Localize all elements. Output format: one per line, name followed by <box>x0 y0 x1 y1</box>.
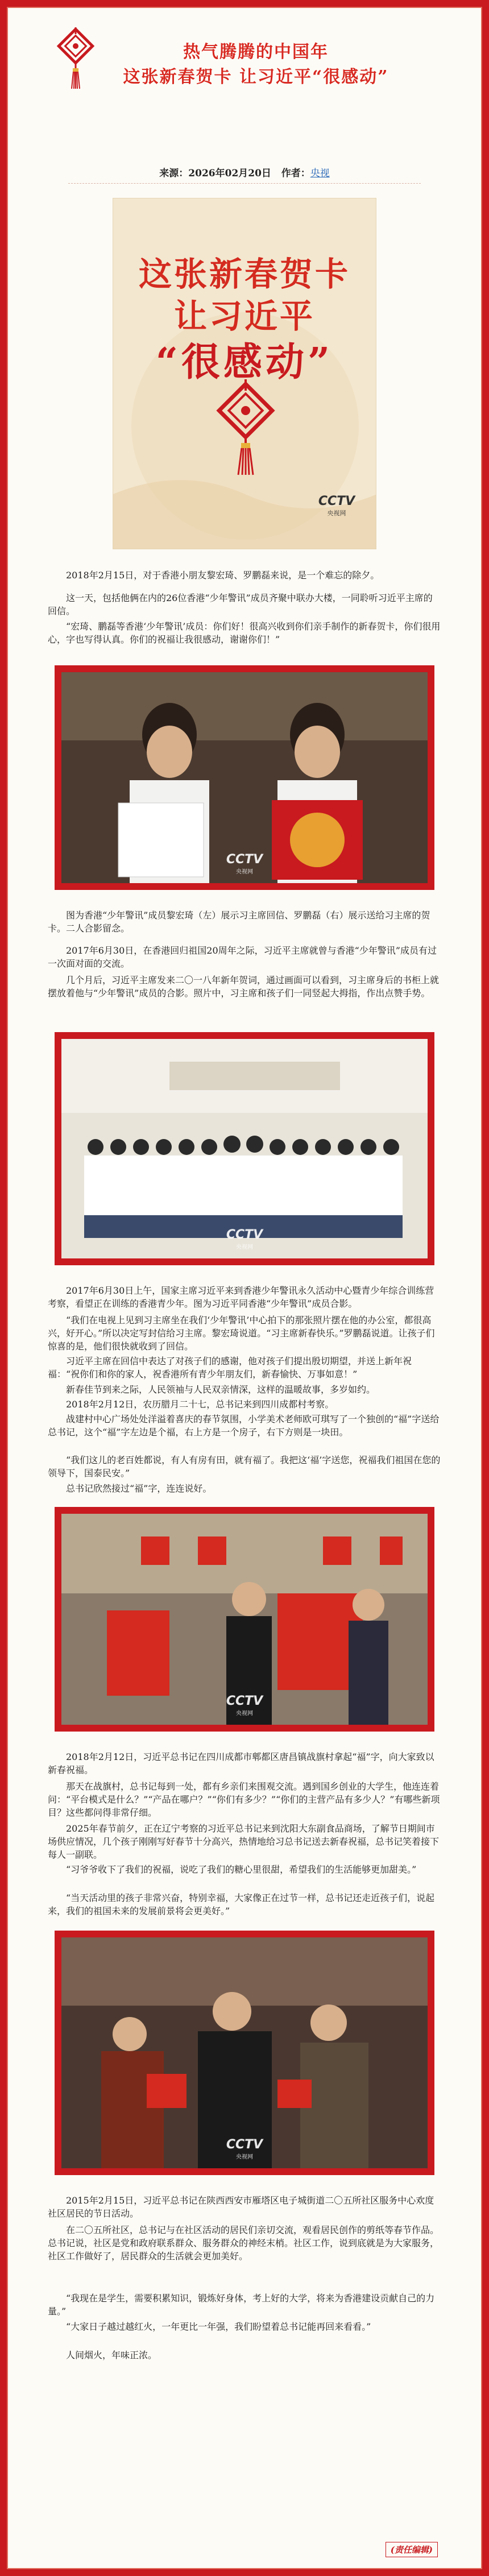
paragraph: 在二〇五所社区，总书记与在社区活动的居民们亲切交流，观看居民创作的剪纸等春节作品。总书记说，社区是党和政府联系群众、服务群众的神经末梢。社区工作，说到底就是为大家服务，社区工作做好了，居民群众的生活就会更加美好。 <box>48 2225 440 2262</box>
photo-frame <box>55 1032 434 1265</box>
watermark-sub: 央视网 <box>235 1711 253 1717</box>
photo-group-with-students <box>61 1039 428 1258</box>
paragraph: “宏琦、鹏磊等香港‘少年警讯’成员：你们好！很高兴收到你们亲手制作的新春贺卡，你们很用心，字也写得认真。你们的祝福让我很感动，谢谢你们！” <box>48 621 441 645</box>
paragraph: 2018年2月12日，习近平总书记在四川成都市郫都区唐昌镇战旗村拿起“福”字，向大家致以新春祝福。 <box>48 1751 434 1775</box>
cctv-logo-sub: 央视网 <box>327 510 346 517</box>
paragraph: 人间烟火，年味正浓。 <box>66 2350 158 2360</box>
photo-caption: 2017年6月30日上午，国家主席习近平来到香港少年警讯永久活动中心暨青少年综合训练营考察，看望正在训练的香港青少年。图为习近平同香港“少年警讯”成员合影。 <box>48 1285 434 1309</box>
paragraph: 战建村中心广场处处洋溢着喜庆的春节氛围，小学美术老师欧可琪写了一个独创的“福”字送给总书记，这个“福”字左边是个福，右上方是一个房子，右下方则是一块田。 <box>48 1414 440 1438</box>
paragraph: “我们这儿的老百姓都说，有人有房有田，就有福了。我把这‘福’字送您，祝福我们祖国在您的领导下，国泰民安。” <box>48 1455 441 1478</box>
cctv-watermark <box>226 1228 263 1250</box>
header-title <box>108 40 404 90</box>
meta-divider <box>68 183 421 184</box>
paragraph: 新春佳节到来之际，人民领袖与人民双亲情深，这样的温暖故事，多岁如约。 <box>66 1384 376 1395</box>
article-meta <box>0 165 489 179</box>
paragraph: 2017年6月30日，在香港回归祖国20周年之际，习近平主席就曾与香港“少年警讯”成员有过一次面对面的交流。 <box>48 945 437 969</box>
author-link[interactable]: 央视 <box>310 168 330 179</box>
editor-credit: (责任编辑) <box>386 2542 438 2557</box>
cctv-watermark <box>226 2138 263 2160</box>
poster-title-line-1: 这张新春贺卡 <box>138 255 350 293</box>
watermark-sub: 央视网 <box>235 869 253 875</box>
author-label: 作者： <box>281 168 310 179</box>
poster-image <box>113 198 376 549</box>
poster-title-line-3: “很感动” <box>155 339 334 385</box>
paragraph: “我现在是学生，需要积累知识，锻炼好身体，考上好的大学，将来为香港建设贡献自己的力量。” <box>48 2293 435 2317</box>
cctv-watermark <box>226 852 263 875</box>
paragraph: 2018年2月12日，农历腊月二十七，总书记来到四川成都村考察。 <box>66 1399 334 1410</box>
chinese-knot-icon <box>56 27 96 90</box>
photo-frame <box>55 1507 434 1732</box>
watermark-sub: 央视网 <box>235 1244 253 1250</box>
paragraph: “大家日子越过越红火，一年更比一年强，我们盼望着总书记能再回来看看。” <box>66 2321 371 2332</box>
watermark-logo: CCTV <box>226 1228 263 1242</box>
watermark-logo: CCTV <box>226 852 263 867</box>
photo-frame <box>55 665 434 890</box>
chinese-knot-icon <box>214 379 277 476</box>
photo-community-visit <box>61 1937 428 2168</box>
paragraph: “我们在电视上见到习主席坐在我们‘少年警讯’中心拍下的那张照片摆在他的办公室，都很高兴，好开心。”所以决定写封信给习主席。黎宏琦说道。“习主席新春快乐。”罗鹏磊说道。让孩子们惊喜的是，他们很快就收到了回信。 <box>48 1315 435 1352</box>
cctv-logo <box>311 494 362 528</box>
paragraph: “习爷爷收下了我们的祝福，说吃了我们的糖心里很甜，希望我们的生活能够更加甜美。” <box>66 1864 417 1875</box>
cctv-watermark <box>226 1694 263 1717</box>
cctv-logo-text: CCTV <box>318 494 355 508</box>
photo-illustration <box>61 1514 428 1725</box>
photo-caption: 图为香港“少年警讯”成员黎宏琦（左）展示习主席回信、罗鹏磊（右）展示送给习主席的贺卡。二人合影留念。 <box>48 910 430 934</box>
paragraph: 这一天，包括他俩在内的26位香港“少年警讯”成员齐聚中联办大楼，一同聆听习近平主席的回信。 <box>48 593 433 616</box>
paragraph: 2018年2月15日，对于香港小朋友黎宏琦、罗鹏磊来说，是一个难忘的除夕。 <box>66 570 380 581</box>
header-line-2: 这张新春贺卡 让习近平“很感动” <box>123 67 389 87</box>
paragraph: “当天活动里的孩子非常兴奋，特别幸福，大家像正在过节一样，总书记还走近孩子们，说起来，我们的祖国未来的发展前景将会更美好。” <box>48 1892 435 1916</box>
publish-date: 2026年02月20日 <box>188 168 271 179</box>
paragraph: 习近平主席在回信中表达了对孩子们的感谢，他对孩子们提出殷切期望，并送上新年祝福：“祝你们和你的家人，祝香港所有青少年朋友们，新春愉快、万事如意！” <box>48 1356 412 1380</box>
watermark-sub: 央视网 <box>235 2154 253 2160</box>
paragraph: 2015年2月15日，习近平总书记在陕西西安市雁塔区电子城街道二〇五所社区服务中心欢度社区居民的节日活动。 <box>48 2195 434 2219</box>
photo-illustration <box>61 672 428 883</box>
photo-fu-character <box>61 1514 428 1725</box>
watermark-logo: CCTV <box>226 1694 263 1708</box>
watermark-logo: CCTV <box>226 2138 263 2152</box>
photo-boys-with-letter <box>61 672 428 883</box>
paragraph: 总书记欣然接过“福”字，连连说好。 <box>66 1483 212 1494</box>
paragraph: 几个月后，习近平主席发来二〇一八年新年贺词，通过画面可以看到，习主席身后的书柜上就摆放着他与“少年警讯”成员的合影。照片中，习主席和孩子们一同竖起大拇指，作出点赞手势。 <box>48 975 440 999</box>
photo-illustration <box>61 1937 428 2168</box>
poster-title-line-2: 让习近平 <box>173 297 315 336</box>
source-label: 来源： <box>159 168 189 179</box>
paragraph: 那天在战旗村，总书记每到一处，都有乡亲们来围观交流。遇到国乡创业的大学生，他连连着问：“平台模式是什么？”“产品在哪户？”“你们有多少？”“你们的主营产品有多少人？”有哪些新项目？这些都问得非常仔细。 <box>48 1781 440 1818</box>
photo-illustration <box>61 1039 428 1258</box>
photo-frame <box>55 1931 434 2175</box>
paragraph: 2025年春节前夕，正在辽宁考察的习近平总书记来到沈阳大东副食品商场，了解节日期间市场供应情况，几个孩子刚刚写好春节十分高兴，热情地给习总书记送去新春祝福，总书记笑着接下每人一副联。 <box>48 1823 440 1860</box>
header-line-1: 热气腾腾的中国年 <box>183 42 329 62</box>
